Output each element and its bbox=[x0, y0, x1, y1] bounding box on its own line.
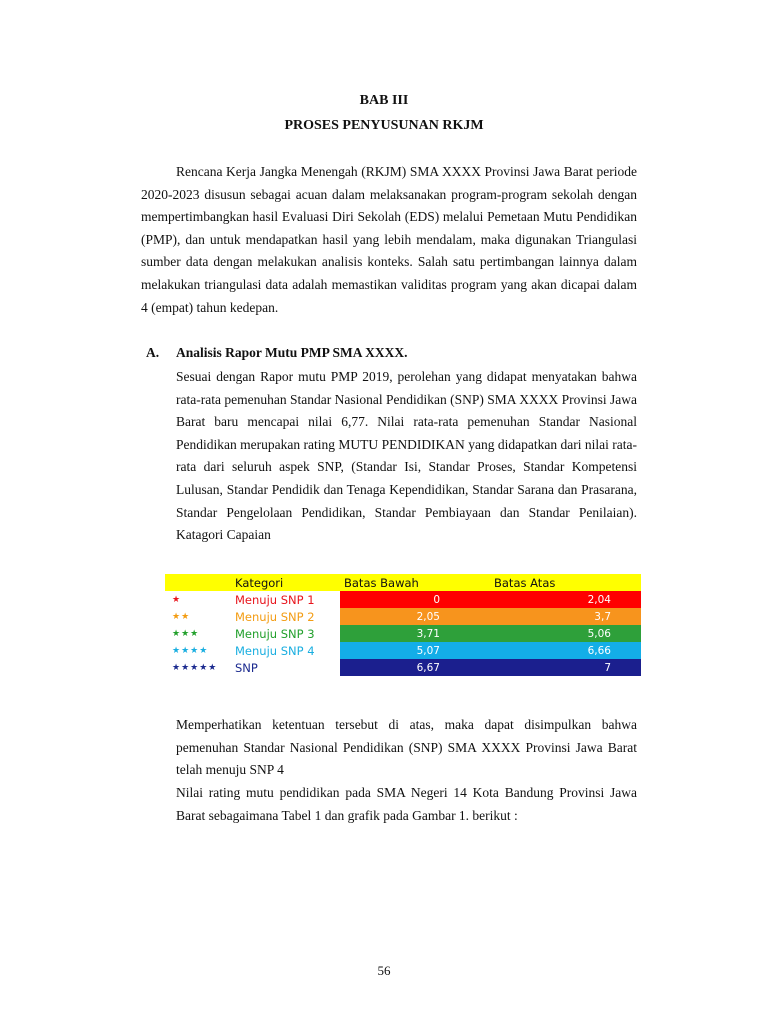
section-a-title: Analisis Rapor Mutu PMP SMA XXXX. bbox=[176, 345, 408, 360]
table-row bbox=[165, 659, 641, 676]
lower-bound: 2,05 bbox=[340, 608, 490, 625]
lower-bound: 5,07 bbox=[340, 642, 490, 659]
star-rating-icon: ★★★★★ bbox=[172, 662, 218, 673]
lower-bound: 3,71 bbox=[340, 625, 490, 642]
category-label: Menuju SNP 1 bbox=[235, 592, 315, 607]
star-rating-icon: ★★★ bbox=[172, 628, 200, 639]
category-label: Menuju SNP 3 bbox=[235, 626, 315, 641]
section-a-heading bbox=[146, 345, 408, 361]
section-a-paragraph: Sesuai dengan Rapor mutu PMP 2019, perolehan yang didapat menyatakan bahwa rata-rata pemenuhan Standar Nasional Pendidikan (SNP) SMA XXXX Provinsi Jawa Barat baru mencapai nilai 6,77. Nilai rata-rata pemenuhan Standar Nasional Pendidikan merupakan rating MUTU PENDIDIKAN yang didapatkan dari nilai rata-rata dari seluruh aspek SNP, (Standar Isi, Standar Proses, Standar Kompetensi Lulusan, Standar Pendidik dan Tenaga Kependidikan, Standar Sarana dan Prasarana, Standar Pengelolaan Pendidikan, Standar Pembiayaan dan Standar Penilaian). Katagori Capaian bbox=[176, 369, 637, 543]
category-label: Menuju SNP 2 bbox=[235, 609, 315, 624]
upper-bound: 3,7 bbox=[490, 608, 641, 625]
rating-paragraph: Nilai rating mutu pendidikan pada SMA Negeri 14 Kota Bandung Provinsi Jawa Barat sebagaimana Tabel 1 dan grafik pada Gambar 1. berikut : bbox=[176, 785, 637, 823]
category-table-body bbox=[165, 591, 641, 676]
conclusion-paragraph: Memperhatikan ketentuan tersebut di atas, maka dapat disimpulkan bahwa pemenuhan Standar Nasional Pendidikan (SNP) SMA XXXX Provinsi Jawa Barat telah menuju SNP 4 bbox=[176, 717, 637, 778]
star-rating-icon: ★ bbox=[172, 594, 182, 605]
intro-paragraph: Rencana Kerja Jangka Menengah (RKJM) SMA XXXX Provinsi Jawa Barat periode 2020-2023 disusun sebagai acuan dalam melaksanakan program-program sekolah dengan mempertimbangkan hasil Evaluasi Diri Sekolah (EDS) melalui Pemetaan Mutu Pendidikan (PMP), dan untuk mendapatkan hasil yang lebih mendalam, maka digunakan Triangulasi sumber data dengan melakukan analisis konteks. Salah satu pertimbangan lainnya dalam melakukan triangulasi data adalah memastikan validitas program yang akan dicapai dalam 4 (empat) tahun kedepan. bbox=[141, 164, 637, 315]
header-stars bbox=[165, 574, 231, 591]
header-batas-bawah: Batas Bawah bbox=[340, 574, 490, 591]
star-rating-icon: ★★ bbox=[172, 611, 191, 622]
category-table-header bbox=[165, 574, 641, 591]
table-row bbox=[165, 642, 641, 659]
star-rating-icon: ★★★★ bbox=[172, 645, 209, 656]
lower-bound: 0 bbox=[340, 591, 490, 608]
section-a-letter: A. bbox=[146, 345, 160, 360]
category-label: Menuju SNP 4 bbox=[235, 643, 315, 658]
header-kategori: Kategori bbox=[231, 574, 340, 591]
upper-bound: 2,04 bbox=[490, 591, 641, 608]
page-number: 56 bbox=[377, 963, 391, 978]
upper-bound: 5,06 bbox=[490, 625, 641, 642]
upper-bound: 7 bbox=[490, 659, 641, 676]
table-row bbox=[165, 608, 641, 625]
chapter-title: BAB III bbox=[359, 93, 409, 108]
chapter-subtitle: PROSES PENYUSUNAN RKJM bbox=[284, 118, 484, 133]
lower-bound: 6,67 bbox=[340, 659, 490, 676]
category-label: SNP bbox=[235, 660, 258, 675]
category-table bbox=[165, 574, 641, 676]
upper-bound: 6,66 bbox=[490, 642, 641, 659]
table-row bbox=[165, 591, 641, 608]
table-row bbox=[165, 625, 641, 642]
header-batas-atas: Batas Atas bbox=[490, 574, 641, 591]
